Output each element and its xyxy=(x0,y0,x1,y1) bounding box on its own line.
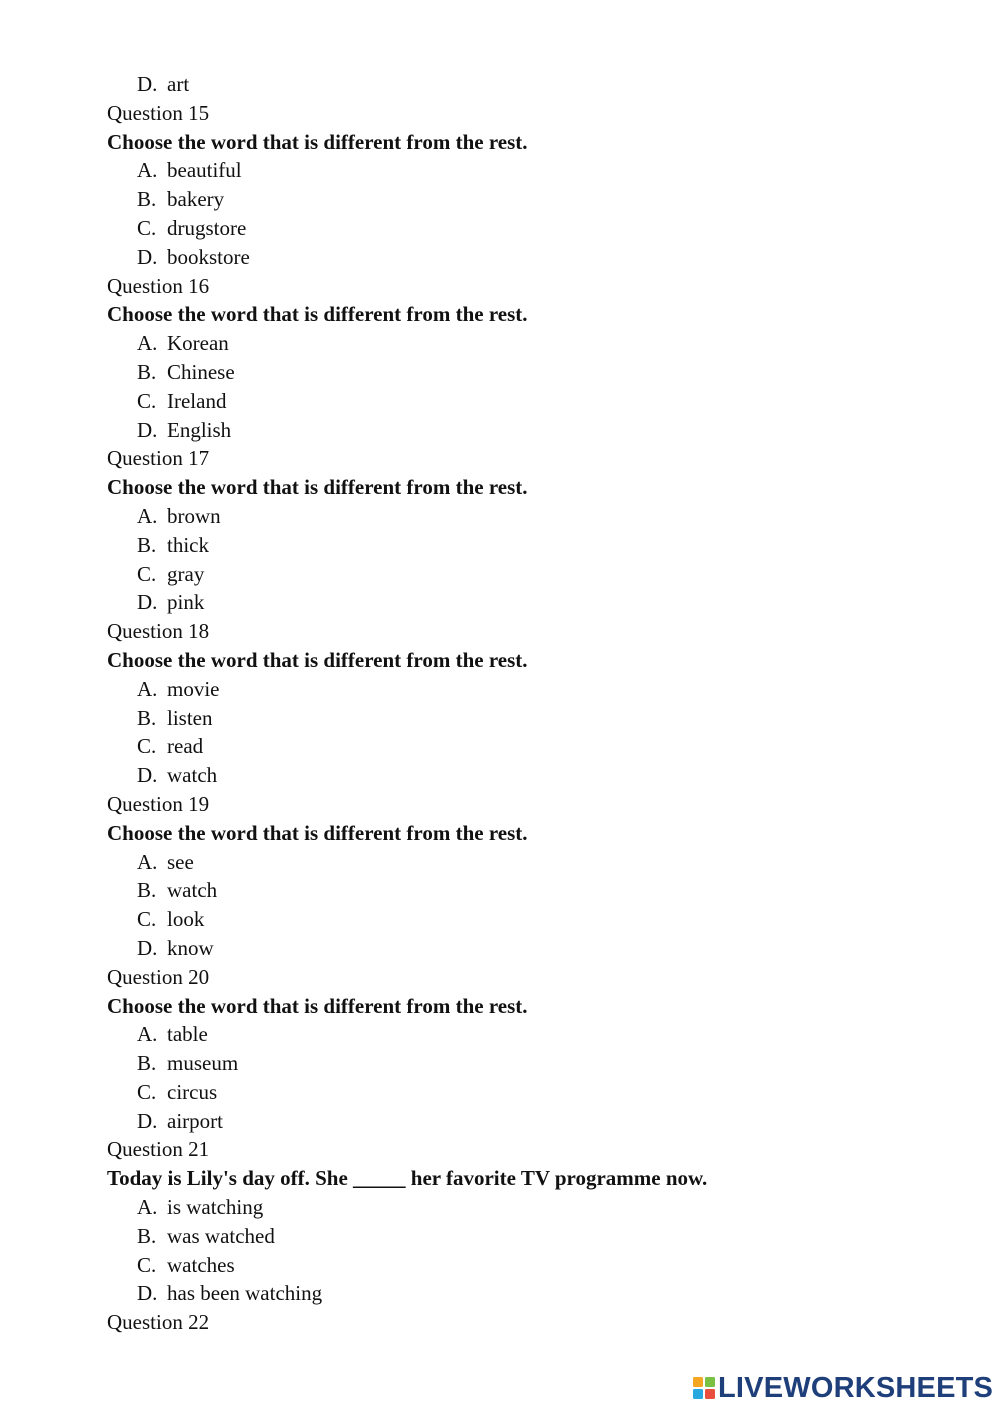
option-letter: C. xyxy=(137,734,157,759)
answer-option[interactable] xyxy=(107,1193,967,1222)
answer-option[interactable] xyxy=(107,560,967,589)
option-text: drugstore xyxy=(167,215,247,240)
option-letter: C. xyxy=(137,215,157,240)
question-prompt: Today is Lily's day off. She _____ her favorite TV programme now. xyxy=(107,1166,708,1191)
option-letter: D. xyxy=(137,590,158,615)
option-letter: A. xyxy=(137,676,158,701)
option-text: listen xyxy=(167,705,213,730)
question-title: Question 20 xyxy=(107,964,210,989)
option-letter: B. xyxy=(137,1223,157,1248)
option-text: look xyxy=(167,907,205,932)
option-text: brown xyxy=(167,503,221,528)
answer-option[interactable] xyxy=(107,1107,967,1136)
option-text: circus xyxy=(167,1079,218,1104)
liveworksheets-brand xyxy=(693,1373,993,1403)
option-text: know xyxy=(167,935,214,960)
option-letter: D. xyxy=(137,935,158,960)
option-text: has been watching xyxy=(167,1281,323,1306)
option-letter: C. xyxy=(137,907,157,932)
answer-option[interactable] xyxy=(107,905,967,934)
liveworksheets-logo-icon xyxy=(693,1377,715,1399)
option-letter: B. xyxy=(137,359,157,384)
question-prompt: Choose the word that is different from the rest. xyxy=(107,302,528,327)
option-letter: A. xyxy=(137,1022,158,1047)
option-letter: D. xyxy=(137,763,158,788)
option-letter: D. xyxy=(137,1281,158,1306)
option-text: gray xyxy=(167,561,205,586)
option-text: table xyxy=(167,1022,208,1047)
answer-option[interactable] xyxy=(107,732,967,761)
question-title: Question 16 xyxy=(107,273,210,298)
answer-option[interactable] xyxy=(107,1279,967,1308)
answer-option[interactable] xyxy=(107,876,967,905)
option-letter: A. xyxy=(137,158,158,183)
question-title: Question 19 xyxy=(107,791,210,816)
option-letter: D. xyxy=(137,417,158,442)
option-text: thick xyxy=(167,532,209,557)
answer-option[interactable] xyxy=(107,761,967,790)
question-title: Question 22 xyxy=(107,1310,210,1335)
question-block xyxy=(107,272,967,445)
option-letter: B. xyxy=(137,878,157,903)
option-text: Ireland xyxy=(167,388,227,413)
question-prompt: Choose the word that is different from the rest. xyxy=(107,993,528,1018)
answer-option[interactable] xyxy=(107,1049,967,1078)
answer-option[interactable] xyxy=(107,387,967,416)
option-text: movie xyxy=(167,676,220,701)
answer-option[interactable] xyxy=(107,416,967,445)
option-text: watch xyxy=(167,763,218,788)
option-text: was watched xyxy=(167,1223,275,1248)
option-text: art xyxy=(167,72,190,96)
question-prompt: Choose the word that is different from the rest. xyxy=(107,129,528,154)
option-letter: B. xyxy=(137,705,157,730)
option-text: watch xyxy=(167,878,218,903)
option-text: pink xyxy=(167,590,205,615)
option-letter: A. xyxy=(137,1195,158,1220)
question-title: Question 18 xyxy=(107,619,210,644)
option-letter: C. xyxy=(137,1079,157,1104)
question-prompt: Choose the word that is different from the rest. xyxy=(107,820,528,845)
option-letter: D. xyxy=(137,72,158,96)
answer-option[interactable] xyxy=(107,588,967,617)
question-title: Question 21 xyxy=(107,1137,210,1162)
question-block xyxy=(107,963,967,1136)
question-prompt: Choose the word that is different from the rest. xyxy=(107,475,528,500)
question-title: Question 17 xyxy=(107,446,210,471)
answer-option[interactable] xyxy=(107,243,967,272)
worksheet-page xyxy=(107,70,967,1337)
question-block xyxy=(107,99,967,272)
option-letter: B. xyxy=(137,532,157,557)
question-block xyxy=(107,617,967,790)
answer-option[interactable] xyxy=(107,358,967,387)
answer-option[interactable] xyxy=(107,329,967,358)
option-text: Korean xyxy=(167,331,229,356)
answer-option[interactable] xyxy=(107,502,967,531)
answer-option[interactable] xyxy=(107,70,967,99)
option-letter: C. xyxy=(137,561,157,586)
answer-option[interactable] xyxy=(107,156,967,185)
option-text: read xyxy=(167,734,204,759)
option-text: beautiful xyxy=(167,158,242,183)
option-text: English xyxy=(167,417,232,442)
answer-option[interactable] xyxy=(107,1251,967,1280)
answer-option[interactable] xyxy=(107,848,967,877)
option-letter: B. xyxy=(137,1051,157,1076)
option-text: bakery xyxy=(167,187,225,212)
answer-option[interactable] xyxy=(107,185,967,214)
option-text: bookstore xyxy=(167,244,250,269)
question-prompt: Choose the word that is different from the rest. xyxy=(107,647,528,672)
answer-option[interactable] xyxy=(107,214,967,243)
answer-option[interactable] xyxy=(107,1020,967,1049)
answer-option[interactable] xyxy=(107,675,967,704)
answer-option[interactable] xyxy=(107,531,967,560)
option-letter: C. xyxy=(137,388,157,413)
question-list xyxy=(107,99,967,1308)
option-letter: D. xyxy=(137,1108,158,1133)
option-letter: A. xyxy=(137,849,158,874)
option-letter: A. xyxy=(137,503,158,528)
option-text: airport xyxy=(167,1108,223,1133)
answer-option[interactable] xyxy=(107,1078,967,1107)
option-letter: B. xyxy=(137,187,157,212)
option-text: watches xyxy=(167,1252,235,1277)
question-title: Question 15 xyxy=(107,100,210,125)
answer-option[interactable] xyxy=(107,704,967,733)
option-letter: A. xyxy=(137,331,158,356)
option-letter: D. xyxy=(137,244,158,269)
option-text: Chinese xyxy=(167,359,235,384)
option-text: museum xyxy=(167,1051,239,1076)
answer-option[interactable] xyxy=(107,1222,967,1251)
question-block xyxy=(107,444,967,617)
brand-name: LIVEWORKSHEETS xyxy=(718,1372,994,1404)
question-block xyxy=(107,790,967,963)
question-block xyxy=(107,1135,967,1308)
answer-option[interactable] xyxy=(107,934,967,963)
option-text: see xyxy=(167,849,194,874)
option-letter: C. xyxy=(137,1252,157,1277)
option-text: is watching xyxy=(167,1195,264,1220)
